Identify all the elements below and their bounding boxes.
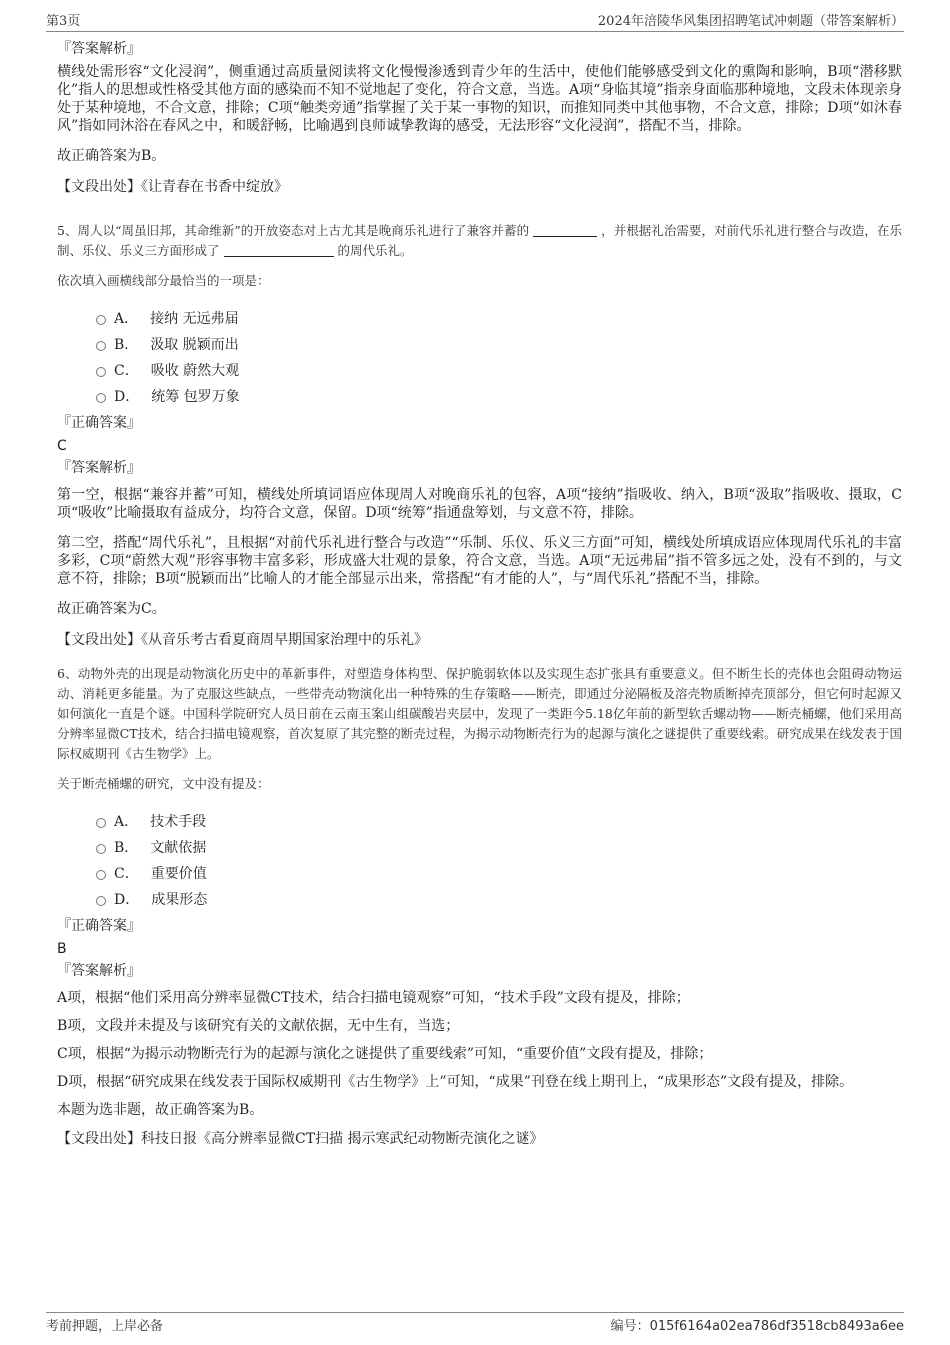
q5-stem bbox=[57, 221, 902, 261]
q5-correct-answer: C bbox=[57, 438, 67, 454]
q5-option-c[interactable]: C． 吸收 蔚然大观 bbox=[96, 357, 902, 383]
footer-slogan: 考前押题，上岸必备 bbox=[46, 1319, 164, 1334]
q4-analysis-label: 『答案解析』 bbox=[57, 41, 141, 57]
page-number: 第3页 bbox=[46, 14, 81, 29]
q6-option-a[interactable]: A． 技术手段 bbox=[96, 808, 902, 834]
q5-option-b[interactable]: B． 汲取 脱颖而出 bbox=[96, 331, 902, 357]
q6-source: 【文段出处】科技日报《高分辨率显微CT扫描 揭示寒武纪动物断壳演化之谜》 bbox=[57, 1131, 544, 1147]
q6-analysis-c: C项，根据“为揭示动物断壳行为的起源与演化之谜提供了重要线索”可知，“重要价值”文段有提及，排除； bbox=[57, 1046, 713, 1062]
page-footer bbox=[46, 1312, 904, 1334]
page-header bbox=[46, 10, 904, 32]
q5-option-a[interactable]: A． 接纳 无远弗届 bbox=[96, 305, 902, 331]
radio-icon[interactable] bbox=[96, 367, 106, 377]
q5-options bbox=[96, 305, 902, 409]
q6-conclusion: 本题为选非题，故正确答案为B。 bbox=[57, 1102, 264, 1118]
radio-icon[interactable] bbox=[96, 896, 106, 906]
q6-analysis-d: D项，根据“研究成果在线发表于国际权威期刊《古生物学》上”可知，“成果”刊登在线上期刊上，“成果形态”文段有提及，排除。 bbox=[57, 1074, 854, 1090]
radio-icon[interactable] bbox=[96, 393, 106, 403]
q6-option-b[interactable]: B． 文献依据 bbox=[96, 834, 902, 860]
page-content bbox=[57, 36, 902, 1161]
q5-correct-label: 『正确答案』 bbox=[57, 415, 141, 431]
q5-blank-2 bbox=[224, 243, 334, 257]
q4-source: 【文段出处】《让青春在书香中绽放》 bbox=[57, 179, 288, 195]
q6-analysis-b: B项，文段并未提及与该研究有关的文献依据，无中生有，当选； bbox=[57, 1018, 460, 1034]
q5-stem-part-b: ，并根据礼治需要，对前代乐礼进行整合与改造，在乐制、乐仪、乐义三方面形成了 bbox=[57, 223, 902, 258]
q4-conclusion: 故正确答案为B。 bbox=[57, 148, 166, 164]
q5-analysis-p2: 第二空，搭配“周代乐礼”，且根据“对前代乐礼进行整合与改造”“乐制、乐仪、乐义三方面”可知，横线处所填成语应体现周代乐礼的丰富多彩，C项“蔚然大观”形容事物丰富多彩，形成盛大壮观的景象，符合文意，当选。A项“无远弗届”指不管多远之处，没有不到的，与文意不符，排除；B项“脱颖而出”比喻人的才能全部显示出来，常搭配“有才能的人”，与“周代乐礼”搭配不当，排除。 bbox=[57, 535, 902, 587]
q5-analysis-p1: 第一空，根据“兼容并蓄”可知，横线处所填词语应体现周人对晚商乐礼的包容，A项“接纳”指吸收、纳入，B项“汲取”指吸收、摄取，C项“吸收”比喻摄取有益成分，均符合文意，保留。D项“统筹”指通盘筹划，与文意不符，排除。 bbox=[57, 487, 902, 521]
document-title: 2024年涪陵华风集团招聘笔试冲刺题（带答案解析） bbox=[597, 14, 904, 29]
q5-prompt: 依次填入画横线部分最恰当的一项是： bbox=[57, 273, 270, 288]
radio-icon[interactable] bbox=[96, 844, 106, 854]
q5-source: 【文段出处】《从音乐考古看夏商周早期国家治理中的乐礼》 bbox=[57, 632, 428, 648]
radio-icon[interactable] bbox=[96, 818, 106, 828]
q6-analysis-a: A项，根据“他们采用高分辨率显微CT技术，结合扫描电镜观察”可知，“技术手段”文段有提及，排除； bbox=[57, 990, 690, 1006]
q4-analysis-text: 横线处需形容“文化浸润”，侧重通过高质量阅读将文化慢慢渗透到青少年的生活中，使他们能够感受到文化的熏陶和影响，B项“潜移默化”指人的思想或性格受其他方面的感染而不知不觉地起了变化，符合文意，当选。A项“身临其境”指亲身面临那种境地，文段未体现亲身处于某种境地，不合文意，排除；C项“触类旁通”指掌握了关于某一事物的知识，而推知同类中其他事物，不合文意，排除；D项“如沐春风”指如同沐浴在春风之中，和暖舒畅，比喻遇到良师诚挚教诲的感受，无法形容“文化浸润”，搭配不当，排除。 bbox=[57, 64, 902, 134]
footer-doc-id: 编号：015f6164a02ea786df3518cb8493a6ee bbox=[610, 1319, 904, 1334]
q6-options bbox=[96, 808, 902, 912]
q5-conclusion: 故正确答案为C。 bbox=[57, 601, 166, 617]
q5-stem-part-a: 5、周人以“周虽旧邦，其命维新”的开放姿态对上古尤其是晚商乐礼进行了兼容并蓄的 bbox=[57, 223, 530, 238]
radio-icon[interactable] bbox=[96, 870, 106, 880]
q6-correct-label: 『正确答案』 bbox=[57, 918, 141, 934]
q5-analysis-label: 『答案解析』 bbox=[57, 460, 141, 476]
q6-option-d[interactable]: D． 成果形态 bbox=[96, 886, 902, 912]
q6-analysis-label: 『答案解析』 bbox=[57, 963, 141, 979]
radio-icon[interactable] bbox=[96, 341, 106, 351]
radio-icon[interactable] bbox=[96, 315, 106, 325]
q5-stem-part-c: 的周代乐礼。 bbox=[337, 243, 413, 258]
q6-option-c[interactable]: C． 重要价值 bbox=[96, 860, 902, 886]
q6-stem: 6、动物外壳的出现是动物演化历史中的革新事件，对塑造身体构型、保护脆弱软体以及实现生态扩张具有重要意义。但不断生长的壳体也会阻碍动物运动、消耗更多能量。为了克服这些缺点，一些带壳动物演化出一种特殊的生存策略——断壳，即通过分泌隔板及溶壳物质断掉壳顶部分，但它何时起源又如何演化一直是个谜。中国科学院研究人员日前在云南玉案山组碳酸岩夹层中，发现了一类距今5.18亿年前的新型软舌螺动物——断壳桶螺，他们采用高分辨率显微CT技术，结合扫描电镜观察，首次复原了其完整的断壳过程，为揭示动物断壳行为的起源与演化之谜提供了重要线索。研究成果在线发表于国际权威期刊《古生物学》上。 bbox=[57, 666, 902, 761]
q5-option-d[interactable]: D． 统筹 包罗万象 bbox=[96, 383, 902, 409]
q6-prompt: 关于断壳桶螺的研究，文中没有提及： bbox=[57, 776, 270, 791]
q6-correct-answer: B bbox=[57, 941, 67, 957]
cutoff-text-line bbox=[57, 1153, 902, 1161]
q5-blank-1 bbox=[533, 223, 597, 237]
